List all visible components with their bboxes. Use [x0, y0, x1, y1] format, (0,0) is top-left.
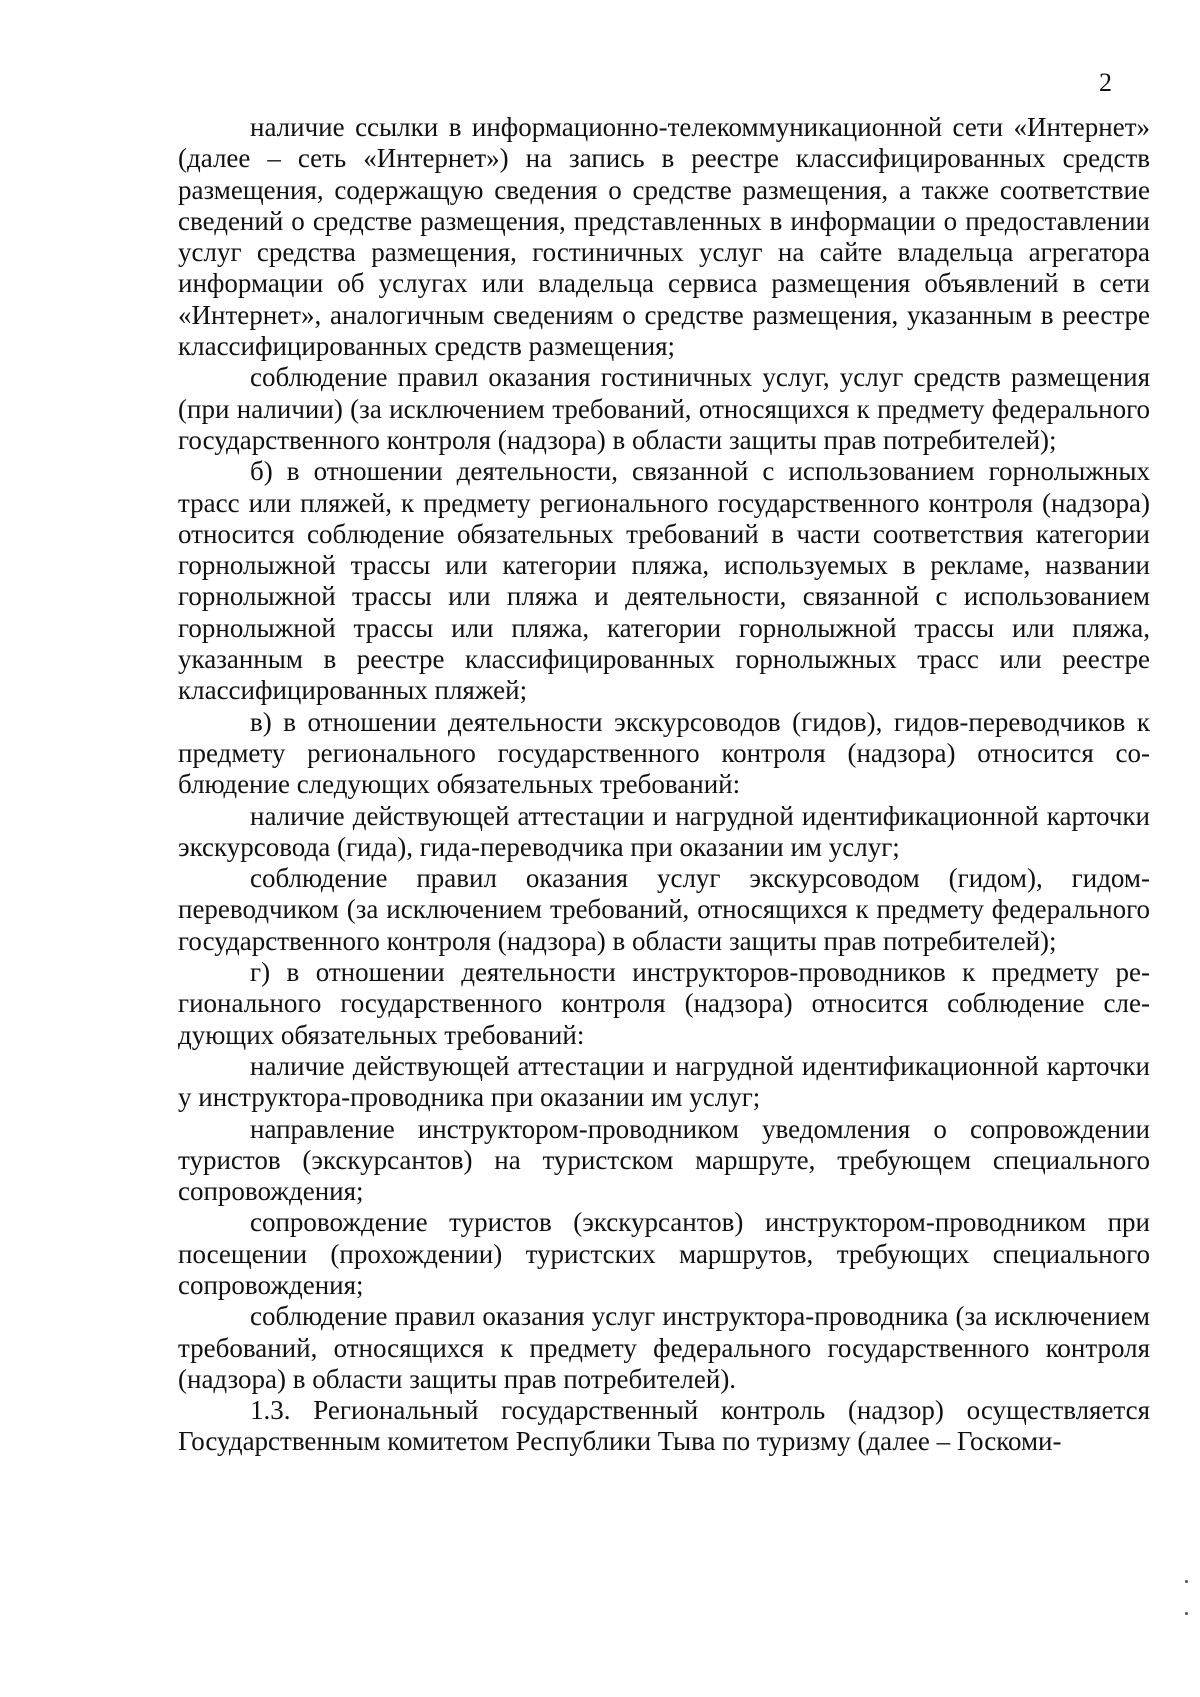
document-body — [178, 112, 1150, 1458]
paragraph: соблюдение правил оказания гостиничных услуг, услуг средств размещения (при наличии) (за исключением требований, относящихся к предмету федерального государственного контроля (надзора) в области защиты прав потребителей); — [178, 362, 1150, 455]
paragraph: в) в отношении деятельности экскурсоводов (гидов), гидов-переводчиков к предмету регионального государственного контроля (надзора) относится соблюдение следующих обязательных требований: — [178, 706, 1150, 800]
paragraph: сопровождение туристов (экскурсантов) инструктором-проводником при посещении (прохождении) туристских маршрутов, требующих специального сопровождения; — [178, 1207, 1150, 1300]
paragraph: наличие действующей аттестации и нагрудной идентификационной карточки у инструктора-проводника при оказании им услуг; — [178, 1050, 1150, 1113]
scan-speck — [1185, 1580, 1188, 1583]
paragraph: 1.3. Региональный государственный контроль (надзор) осуществляется Государственным комитетом Республики Тыва по туризму (далее – Госкоми- — [178, 1395, 1150, 1457]
paragraph: б) в отношении деятельности, связанной с использованием горнолыжных трасс или пляжей, к предмету регионального государственного контроля (надзора) относится соблюдение обязательных требований в части соответствия категории горнолыжной трассы или категории пляжа, используемых в рекламе, названии горнолыжной трассы или пляжа и деятельности, связанной с использованием горнолыжной трассы или пляжа, категории горнолыжной трассы или пляжа, указанным в реестре классифицированных горнолыжных трасс или реестре классифицированных пляжей; — [178, 456, 1150, 706]
scan-speck — [1185, 1612, 1188, 1615]
paragraph: г) в отношении деятельности инструкторов-проводников к предмету регионального государственного контроля (надзора) относится соблюдение следующих обязательных требований: — [178, 957, 1150, 1050]
paragraph: направление инструктором-проводником уведомления о сопровождении туристов (экскурсантов) на туристском маршруте, требующем специального сопровождения; — [178, 1113, 1150, 1207]
paragraph: соблюдение правил оказания услуг экскурсоводом (гидом), гидом-переводчиком (за исключением требований, относящихся к предмету федерального государственного контроля (надзора) в области защиты прав потребителей); — [178, 863, 1150, 956]
page-number: 2 — [1099, 68, 1112, 97]
paragraph: соблюдение правил оказания услуг инструктора-проводника (за исключением требований, относящихся к предмету федерального государственного контроля (надзора) в области защиты прав потребителей). — [178, 1301, 1150, 1394]
paragraph: наличие ссылки в информационно-телекоммуникационной сети «Интернет» (далее – сеть «Интернет») на запись в реестре классифицированных средств размещения, содержащую сведения о средстве размещения, а также соответствие сведений о средстве размещения, представленных в информации о предоставлении услуг средства размещения, гостиничных услуг на сайте владельца агрегатора информации об услугах или владельца сервиса размещения объявлений в сети «Интернет», аналогичным сведениям о средстве размещения, указанным в реестре классифицированных средств размещения; — [178, 112, 1150, 362]
paragraph: наличие действующей аттестации и нагрудной идентификационной карточки экскурсовода (гида), гида-переводчика при оказании им услуг; — [178, 800, 1150, 862]
